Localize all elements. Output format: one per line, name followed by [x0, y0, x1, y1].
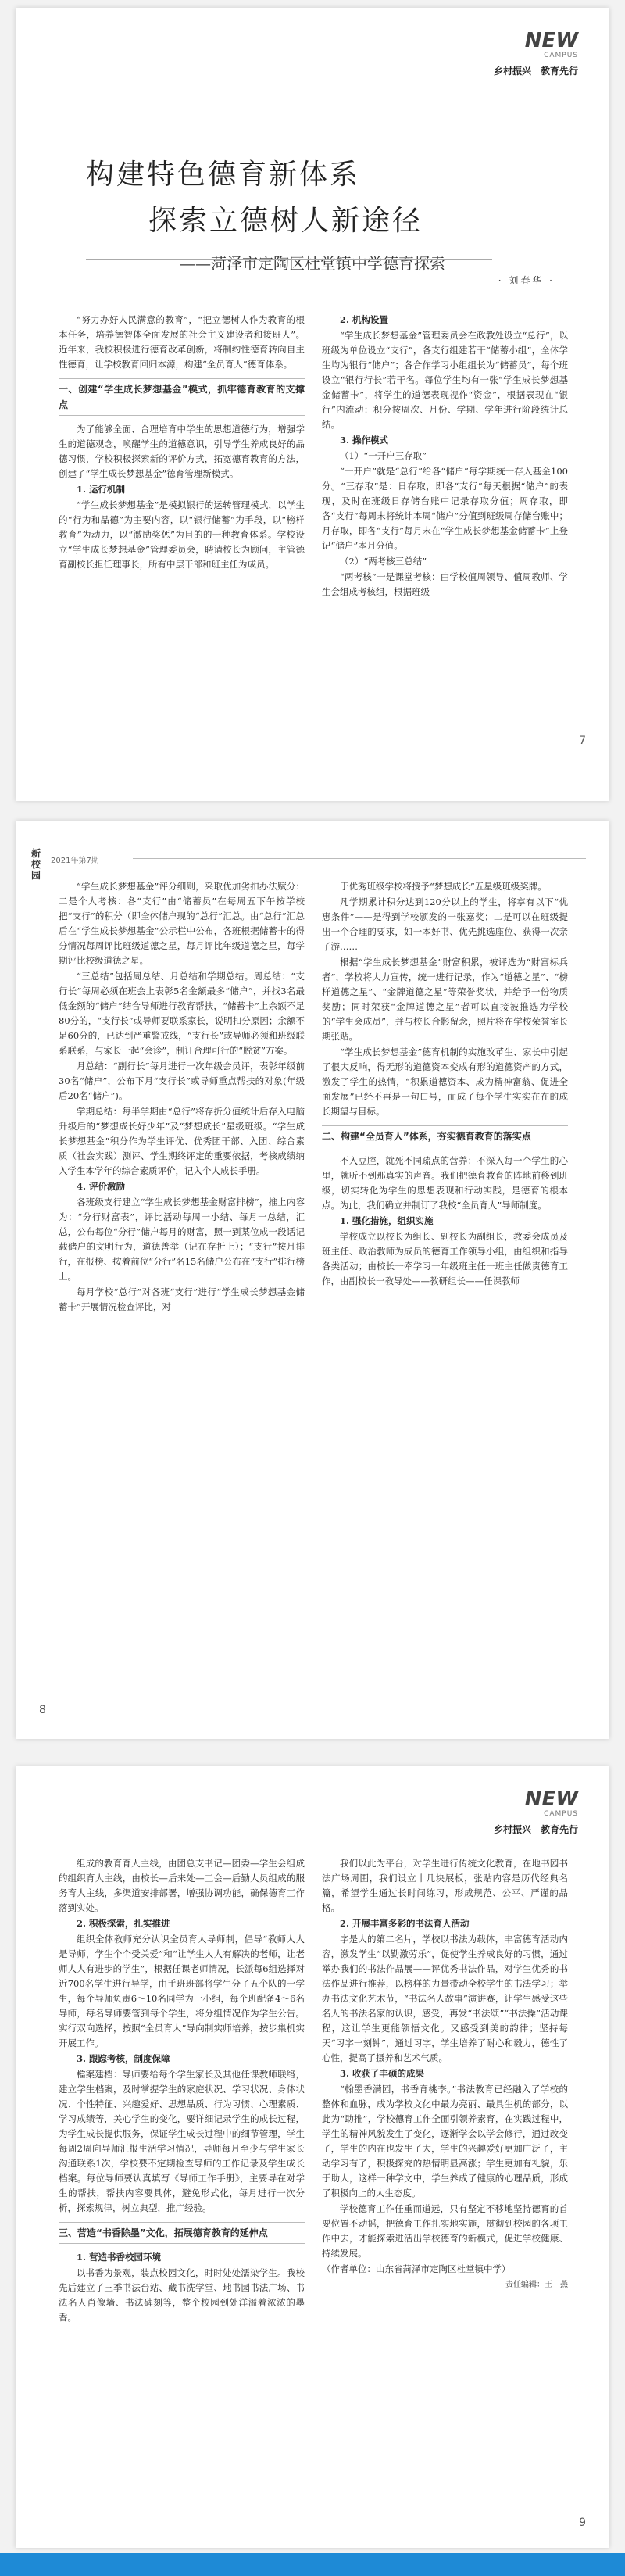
article-page-9 — [16, 1766, 609, 2548]
sub-heading: 3. 收获了丰硕的成果 — [340, 2068, 425, 2079]
author: · 刘春华 · — [498, 275, 555, 286]
paragraph: “学生成长梦想基金”管理委员会在政教处设立“总行”，以班级为单位设立“支行”，各支行组建若干“储蓄小组”，全体学生均为银行“储户”；各合作学习小组组长为“储蓄员”，每个班设立“银行行长”若干名。每位学生均有一张“学生成长梦想基金储蓄卡”，将学生的道德表现视作“资金”，根据表现在“银行”内流动：积分按周次、月份、学期、学年进行阶段统计总结。 — [322, 330, 568, 430]
brand-logo: NEW — [524, 29, 578, 52]
side-tag: 新校园 — [31, 848, 41, 881]
left-column — [59, 313, 305, 573]
section-heading: 三、营造“书香除墨”文化，拓展德育教育的延伸点 — [59, 2222, 305, 2244]
author-affiliation: （作者单位：山东省菏泽市定陶区杜堂镇中学） — [322, 2263, 511, 2274]
right-column — [322, 879, 568, 1290]
paragraph: 学期总结：每半学期由“总行”将存折分值统计后存入电脑升级后的“梦想成长好少年”及“梦想成长”星级班级。“学生成长梦想基金”积分作为学生评优、优秀团干部、入团、综合素质（社会实践）测评、学生期终评定的重要依据，考核成绩纳入学生本学年的综合素质评价，记入个人成长手册。 — [59, 1106, 305, 1176]
brand-sub: CAMPUS — [544, 1810, 578, 1818]
sub-heading: 2. 开展丰富多彩的书法育人活动 — [340, 1918, 470, 1929]
left-column — [59, 1856, 305, 2326]
sub-heading: 4. 评价激励 — [77, 1181, 126, 1192]
paragraph: 根据“学生成长梦想基金”财富积累，被评选为“财富标兵者”，学校将大力宣传，统一进行记录，作为“道德之星”、“榜样道德之星”、“金牌道德之星”等荣誉奖状，并给予一份物质奖励；同时荣获“金牌道德之星”者可以直接被推选为学校的“学生会成员”，并与校长合影留念，照片将在学校荣誉室长期张贴。 — [322, 957, 568, 1042]
sub-heading: 1. 强化措施，组织实施 — [340, 1215, 434, 1226]
paragraph: 于优秀班级学校将授予“梦想成长”五星级班级奖牌。 — [340, 881, 547, 892]
paragraph: 我们以此为平台，对学生进行传统文化教育，在地书园书法广场周围，我们设立十几块展板，张贴内容是历代经典名篇，希望学生通过长时间练习，形成规范、公平、严谨的品格。 — [322, 1858, 568, 1913]
paragraph: “两考核”一是课堂考核：由学校值周领导、值周教师、学生会组成考核组，根据班级 — [322, 571, 568, 597]
brand-logo: NEW — [524, 1787, 578, 1811]
left-column — [59, 879, 305, 1315]
paragraph: “学生成长梦想基金”是模拟银行的运转管理模式，以学生的“行为和品德”为主要内容，以“银行储蓄”为手段，以“榜样教育”为动力，以“激励奖惩”为目的的一种教育体系。学校设立“学生成长梦想基金”管理委员会，聘请校长为顾问，主管德育副校长担任理事长，所有中层干部和班主任为成员。 — [59, 499, 305, 570]
right-column — [322, 1856, 568, 2293]
paragraph: “学生成长梦想基金”德育机制的实施改革生、家长中引起了很大反响，得无形的道德资本变成有形的道德资产的方式，激发了学生的热情，“积累道德资本、成为精神富翁、促进全面发展”已经不再是一句口号，而成了每个学生实实在在的成长期望与目标。 — [322, 1046, 568, 1117]
section-heading: 二、构建“全员育人”体系，夯实德育教育的落实点 — [322, 1125, 568, 1147]
paragraph: 不入豆腔，就死不同疏点的营养；不深入每一个学生的心里，就听不到那真实的声音。我们把德育教育的阵地前移到班级，切实转化为学生的思想表现和行动实践，是德育的根本点。为此，我们确立并制订了我校“全员育人”导师制度。 — [322, 1155, 568, 1211]
sub-heading: 3. 跟踪考核，制度保障 — [77, 2053, 170, 2064]
paragraph: 组织全体教师充分认识全员育人导师制，倡导“教师人人是导师，学生个个受关爱”和“让学生人人有解决的老师，让老师人人有进步的学生”，根据任课老师情况，长派每6组选择对近700名学生进行导学，由手班班部将学生分了五个队的一学生，每个导师负责6～10名同学为一小组，每个班配备4～6名导师，每名导师要管到每个学生，将分组情况作为学生公告。实行双向选择，按照“全员育人”导向制实师培养，按步集机实开展工作。 — [59, 1934, 305, 2048]
paragraph: 月总结：“副行长”每月进行一次年级会员评，表彰年级前30名“储户”，公布下月“支行长”或导师重点帮扶的对象(年级后20名“储户”)。 — [59, 1061, 305, 1101]
page-number: 7 — [579, 735, 586, 747]
subtitle: ——菏泽市定陶区杜堂镇中学德育探索 — [180, 254, 445, 273]
paragraph: 学校德育工作任重而道远，只有坚定不移地坚持德育的首要位置不动摇，把德育工作扎实地实施，贯彻到校园的各项工作中去，才能探索进活出学校德育的新模式，促进学校健康、持续发展。 — [322, 2203, 568, 2259]
masthead — [493, 1787, 578, 1836]
bottom-bar — [0, 2553, 625, 2576]
page-number: 9 — [579, 2517, 586, 2529]
paragraph: 各班级支行建立“学生成长梦想基金财富排榜”，推上内容为：“分行财富表”，评比活动每周一小结、每月一总结，汇总，公布每位“分行”储户每月的财富，照一到某位成一段话记载储户的文明行为，道德善举（记在存折上）；“支行”按月排行，在报榜、按着前位“分行”名15名储户公布在“支行”排行榜上。 — [59, 1197, 305, 1282]
section-tag: 乡村振兴 教育先行 — [493, 66, 578, 77]
sub-heading: 1. 营造书香校园环境 — [77, 2252, 162, 2263]
paragraph: 檔案建档：导师要给每个学生家长及其他任课教师联络，建立学生档案，及时掌握学生的家庭状况、学习状况、身体状况、个性特征、兴趣爱好、思想品质、行为习惯、心理素质、学习成绩等，关心学生的变化，要详细记录学生的成长过程，为学生成长提供服务，保证学生成长过程中的细节管理，学生每周2周向导师汇报生活学习情况，导师每月至少与学生家长沟通联系1次，学校要不定期检查导师的工作记录及学生成长档案。每位导师要认真填写《导师工作手册》，主要导在对学生的帮扶，帮扶内容要具体，避免形式化，每月进行一次分析，探索规律，树立典型，推广经验。 — [59, 2069, 305, 2213]
page-number: 8 — [39, 1704, 46, 1716]
sub-heading: 2. 机构设置 — [340, 314, 389, 325]
article-page-7 — [16, 8, 609, 801]
editor-credit: 责任编辑：王 燕 — [505, 2281, 568, 2289]
title-line-2: 探索立德树人新途径 — [148, 205, 423, 237]
paragraph: “三总结”包括周总结、月总结和学期总结。周总结：“支行长”每周必须在班会上表彰5名金额最多“储户”，并找3名最低金额的“储户”结合导师进行教育帮扶，“储蓄卡”上余额不足80分的，“支行长”或导师要联系家长，说明扣分原因；余额不足60分的，已达到严重警戒线，“支行长”或导师必须和班级联系联系，与家长一起“会诊”，制订合理可行的“脱贫”方案。 — [59, 971, 305, 1056]
title-block — [86, 152, 555, 274]
paragraph: 学校成立以校长为组长、副校长为副组长，教委会成员及班主任、政治教师为成员的德育工作领导小组，由组织和指导各类活动；由校长一牵学习一年级班主任一班主任做责德育工作，由副校长一教导处——教研组长——任课教师 — [322, 1231, 568, 1286]
issue-rule — [133, 858, 586, 859]
paragraph: “努力办好人民满意的教育”，“把立德树人作为教育的根本任务，培养德智体全面发展的社会主义建设者和接班人”。近年来，我校积极进行德育改革创新，将制约性德育转向自主性德育，让学校教育回归本源，构建“全员育人”德育体系。 — [59, 314, 305, 370]
masthead — [494, 31, 578, 77]
paragraph: （2）“两考核三总结” — [340, 556, 427, 567]
paragraph: 组成的教育育人主线，由团总支书记—团委—学生会组成的组织育人主线，由校长—后来处—工会—后勤人员组成的服务育人主线，多渠道安排部署，增强协调功能，确保德育工作落到实处。 — [59, 1858, 305, 1913]
right-column — [322, 313, 568, 600]
sub-heading: 1. 运行机制 — [77, 484, 126, 495]
article-page-8 — [16, 821, 609, 1739]
paragraph: 为了能够全面、合理培育中学生的思想道德行为，增强学生的道德观念，唤醒学生的道德意识，引导学生养成良好的品德习惯，学校积极探索新的评价方式，拓宽德育教育的方法，创建了“学生成长梦想基金”德育管理新模式。 — [59, 424, 305, 479]
paragraph: （1）“一开户三存取” — [340, 450, 427, 461]
title-rule — [86, 259, 492, 260]
paragraph: “学生成长梦想基金”评分细则，采取优加劣扣办法赋分：二是个人考核：各“支行”由“储蓄员”在每周五下午按学校把“支行”的积分（即全体储户现的“总行”汇总。由“总行”汇总后在“学生成长梦想基金”公示栏中公布，各班根据储蓄卡的得分情况每周评比班级道德之星，每月评比年级道德之星，每学期评比校级道德之星。 — [59, 881, 305, 966]
paragraph: 以书香为景观，装点校园文化，时时处处濡染学生。我校先后建立了三季书法台站、藏书洗学堂、地书园书法广场、书法名人肖像墙、书法碑刻等，整个校园到处洋溢着浓浓的墨香。 — [59, 2267, 305, 2323]
section-tag: 乡村振兴 教育先行 — [493, 1824, 578, 1835]
sub-heading: 2. 积极探索，扎实推进 — [77, 1918, 170, 1929]
title-line-1: 构建特色德育新体系 — [86, 159, 361, 191]
section-heading: 一、创建“学生成长梦想基金”模式，抓牢德育教育的支撑点 — [59, 378, 305, 416]
paragraph: 字是人的第二名片，学校以书法为载体，丰富德育活动内容，激发学生“以勤激劳乐”，促使学生养成良好的习惯，通过举办我们的书法作品展——评优秀书法作品，对学生优秀的书法作品进行推荐，以榜样的力量带动全校学生的书法学习；举办书法文化艺术节，“书法名人故事”演讲赛，让学生感受这些名人的书法名家的认识，感受，再发“书法颂”“书法操”活动课程，这让学生更能领悟文化。又感受到美的韵律；坚持每天“习字一刻钟”，通过习字，学生培养了耐心和毅力，德性了心性，提高了摄养和艺术气质。 — [322, 1934, 568, 2063]
brand-sub: CAMPUS — [544, 52, 578, 59]
issue-label: 2021年第7期 — [51, 857, 99, 865]
paragraph: 每月学校“总行”对各班“支行”进行“学生成长梦想基金储蓄卡”开展情况检查评比，对 — [59, 1286, 305, 1312]
sub-heading: 3. 操作模式 — [340, 435, 389, 445]
paragraph: “翰墨香满园，书香育桃李。”书法教育已经融入了学校的整体和血脉，成为学校文化中最为亮丽、最具生机的部分，以此为“助推”，学校德育工作全面引领养素育，在实践过程中，学生的精神风貌发生了变化，逐渐学会以学会修行，通过改变了，学生的内在也发生了大，学生的兴趣爱好更加广泛了，主动学习有了，积极探究的热情明显高涨；学生更加有礼貌，乐于助人，这样一种学文中，学生养成了健康的心理品质，形成了积极向上的人生态度。 — [322, 2084, 568, 2199]
paragraph: 凡学期累计积分达到120分以上的学生，将享有以下“优惠条件”——是得到学校颁发的一张嘉奖；二是可以在班级提出一个合理的要求，如一本好书、优先挑选座位、获得一次亲子游…… — [322, 896, 568, 952]
paragraph: “一开户”就是“总行”给各“储户”每学期统一存入基金100分。“三存取”是：日存取，即各“支行”每天根据“储户”的表现，及时在班级日存储台账中记录存取分值；周存取，即各“支行”每周末将统计本周“储户”分值到班级周存储台账中；月存取，即各“支行”每月末在“学生成长梦想基金储蓄卡”上登记“储户”本月分值。 — [322, 466, 568, 551]
